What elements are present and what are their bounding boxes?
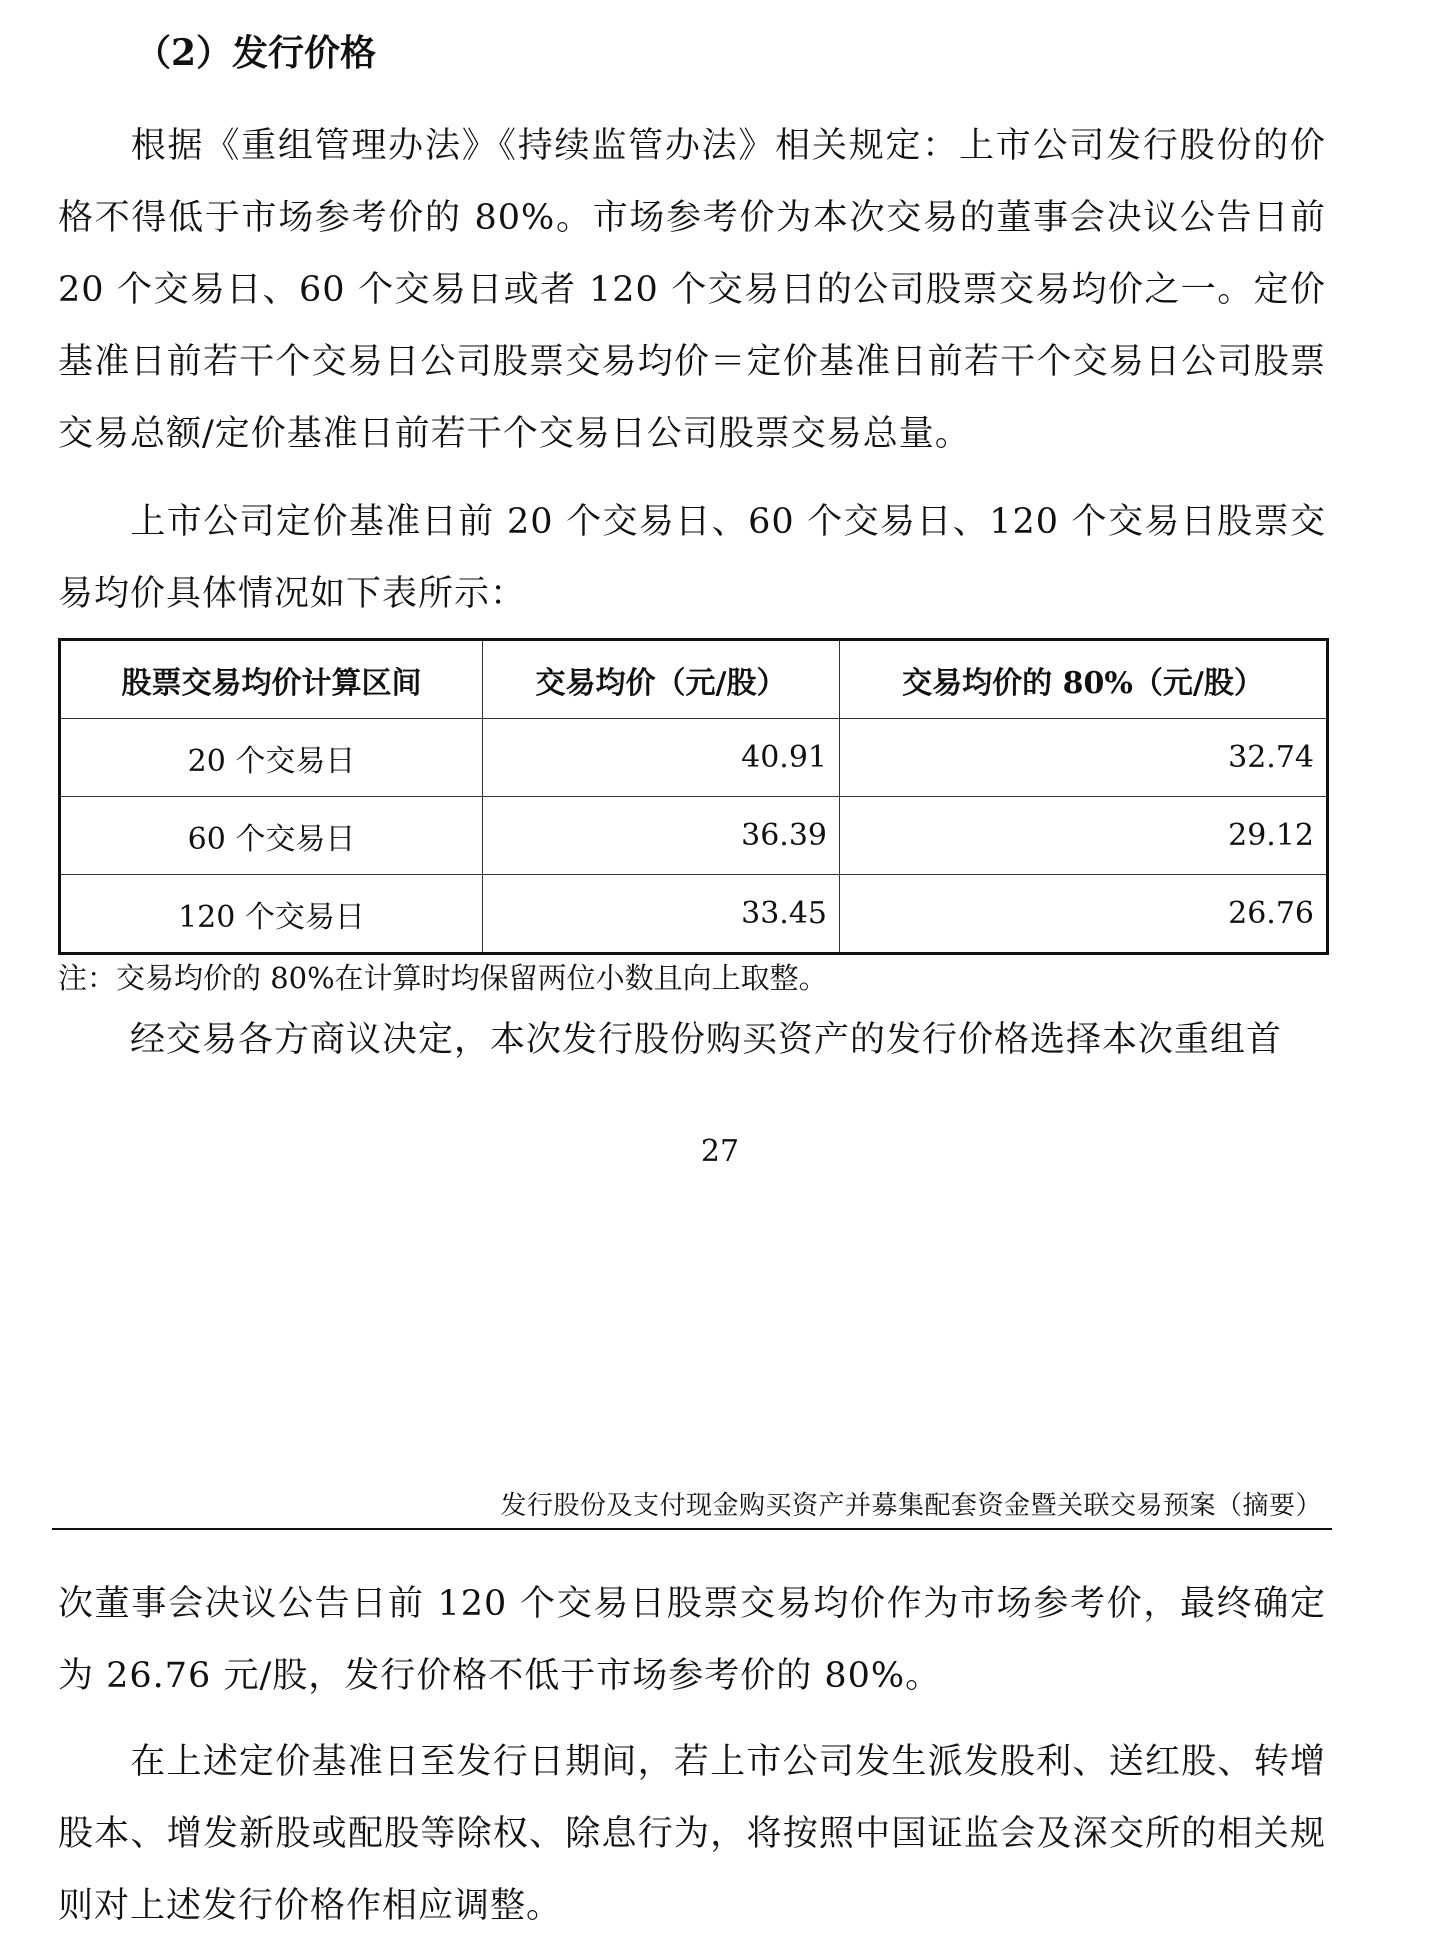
table-cell-average-price: 36.39 <box>483 797 840 875</box>
paragraph-table-intro <box>58 486 1326 630</box>
table-cell-average-price: 40.91 <box>483 719 840 797</box>
table-cell-80-percent: 32.74 <box>840 719 1328 797</box>
table-cell-80-percent: 26.76 <box>840 875 1328 954</box>
page-number: 27 <box>700 1134 740 1169</box>
table-cell-average-price: 33.45 <box>483 875 840 954</box>
paragraph-pricing-rules-text: 根据《重组管理办法》《持续监管办法》相关规定：上市公司发行股份的价格不得低于市场参考价的 80%。市场参考价为本次交易的董事会决议公告日前 20 个交易日、60 个交易日或者 120 个交易日的公司股票交易均价之一。定价基准日前若干个交易日公司股票交易均价＝定价基准日前若干个交易日公司股票交易总额/定价基准日前若干个交易日公司股票交易总量。 <box>58 126 1326 454</box>
paragraph-price-decision <box>58 1004 1326 1076</box>
column-header-average-price: 交易均价（元/股） <box>483 640 840 719</box>
table-row <box>60 875 1328 954</box>
table-header-row <box>60 640 1328 719</box>
table-cell-interval: 20 个交易日 <box>60 719 483 797</box>
price-table-container <box>58 638 1326 954</box>
paragraph-pricing-rules <box>58 110 1326 470</box>
running-header-title: 发行股份及支付现金购买资产并募集配套资金暨关联交易预案（摘要） <box>500 1491 1322 1521</box>
paragraph-price-decision-continued: 次董事会决议公告日前 120 个交易日股票交易均价作为市场参考价，最终确定为 26.76 元/股，发行价格不低于市场参考价的 80%。 <box>58 1584 1326 1696</box>
table-cell-interval: 120 个交易日 <box>60 875 483 954</box>
table-note: 注：交易均价的 80%在计算时均保留两位小数且向上取整。 <box>58 961 828 995</box>
paragraph-price-decision-text: 经交易各方商议决定，本次发行股份购买资产的发行价格选择本次重组首 <box>130 1020 1283 1060</box>
header-divider <box>52 1528 1332 1530</box>
column-header-interval: 股票交易均价计算区间 <box>60 640 483 719</box>
paragraph-price-adjustment-text: 在上述定价基准日至发行日期间，若上市公司发生派发股利、送红股、转增股本、增发新股或配股等除权、除息行为，将按照中国证监会及深交所的相关规则对上述发行价格作相应调整。 <box>58 1742 1326 1926</box>
table-cell-interval: 60 个交易日 <box>60 797 483 875</box>
section-heading: （2）发行价格 <box>135 32 377 74</box>
table-row <box>60 719 1328 797</box>
table-row <box>60 797 1328 875</box>
paragraph-price-adjustment <box>58 1726 1326 1942</box>
table-cell-80-percent: 29.12 <box>840 797 1328 875</box>
price-table <box>58 638 1329 955</box>
paragraph-table-intro-text: 上市公司定价基准日前 20 个交易日、60 个交易日、120 个交易日股票交易均价具体情况如下表所示： <box>58 502 1326 614</box>
column-header-80-percent: 交易均价的 80%（元/股） <box>840 640 1328 719</box>
